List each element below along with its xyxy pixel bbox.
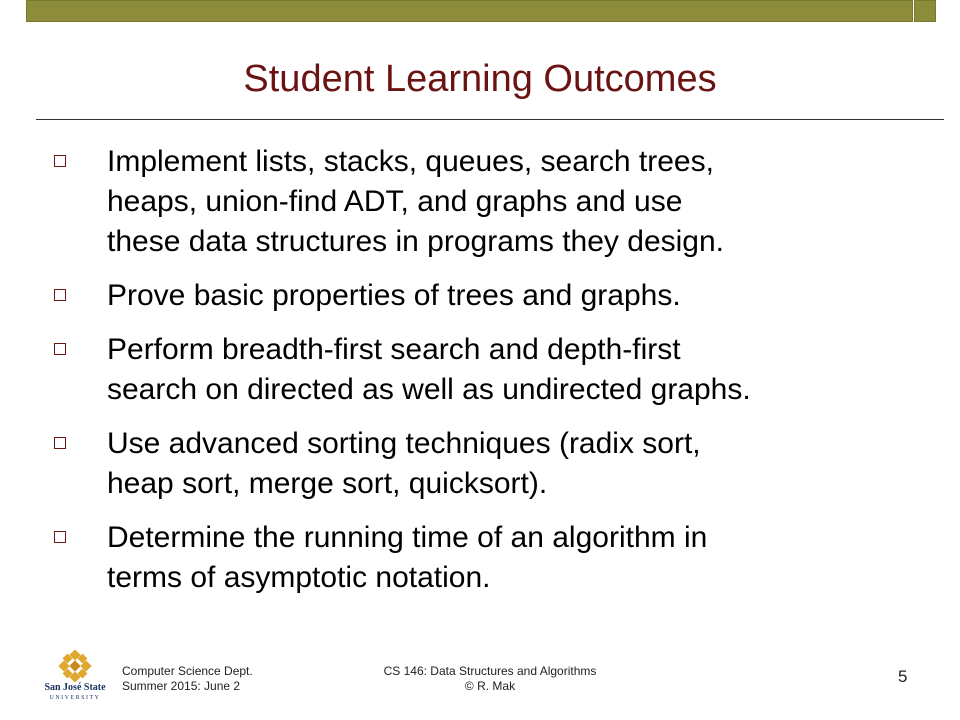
bullet-line: Use advanced sorting techniques (radix sort, bbox=[107, 427, 701, 460]
footer-course-name: CS 146: Data Structures and Algorithms bbox=[383, 664, 597, 678]
footer-date: Summer 2015: June 2 bbox=[122, 679, 241, 693]
logo-name: San José State bbox=[44, 682, 106, 693]
outcomes-list bbox=[50, 142, 930, 612]
bullet-line: these data structures in programs they design. bbox=[107, 225, 724, 258]
list-item bbox=[50, 424, 930, 504]
top-accent-square bbox=[914, 0, 936, 22]
page-number: 5 bbox=[898, 667, 908, 686]
bullet-line: Prove basic properties of trees and graphs. bbox=[107, 279, 681, 312]
logo-university: UNIVERSITY bbox=[49, 695, 101, 701]
square-bullet-icon bbox=[54, 531, 66, 543]
sjsu-emblem-icon bbox=[44, 650, 106, 682]
list-item bbox=[50, 276, 930, 316]
bullet-line: terms of asymptotic notation. bbox=[107, 561, 491, 594]
list-item bbox=[50, 142, 930, 262]
top-accent-bar bbox=[26, 0, 913, 22]
square-bullet-icon bbox=[54, 155, 66, 167]
bullet-line: heaps, union-find ADT, and graphs and use bbox=[107, 185, 683, 218]
footer-course bbox=[330, 664, 650, 694]
list-item bbox=[50, 518, 930, 598]
square-bullet-icon bbox=[54, 343, 66, 355]
square-bullet-icon bbox=[54, 289, 66, 301]
bullet-line: heap sort, merge sort, quicksort). bbox=[107, 467, 548, 500]
footer-dept-name: Computer Science Dept. bbox=[122, 664, 253, 678]
bullet-line: Perform breadth-first search and depth-first bbox=[107, 333, 681, 366]
footer-department bbox=[122, 664, 253, 694]
bullet-line: search on directed as well as undirected graphs. bbox=[107, 373, 751, 406]
list-item bbox=[50, 330, 930, 410]
university-logo bbox=[44, 650, 106, 708]
bullet-line: Determine the running time of an algorithm in bbox=[107, 521, 708, 554]
title-divider bbox=[36, 119, 944, 120]
footer-author: © R. Mak bbox=[464, 679, 516, 693]
slide-title: Student Learning Outcomes bbox=[243, 58, 717, 100]
square-bullet-icon bbox=[54, 437, 66, 449]
bullet-line: Implement lists, stacks, queues, search trees, bbox=[107, 145, 714, 178]
